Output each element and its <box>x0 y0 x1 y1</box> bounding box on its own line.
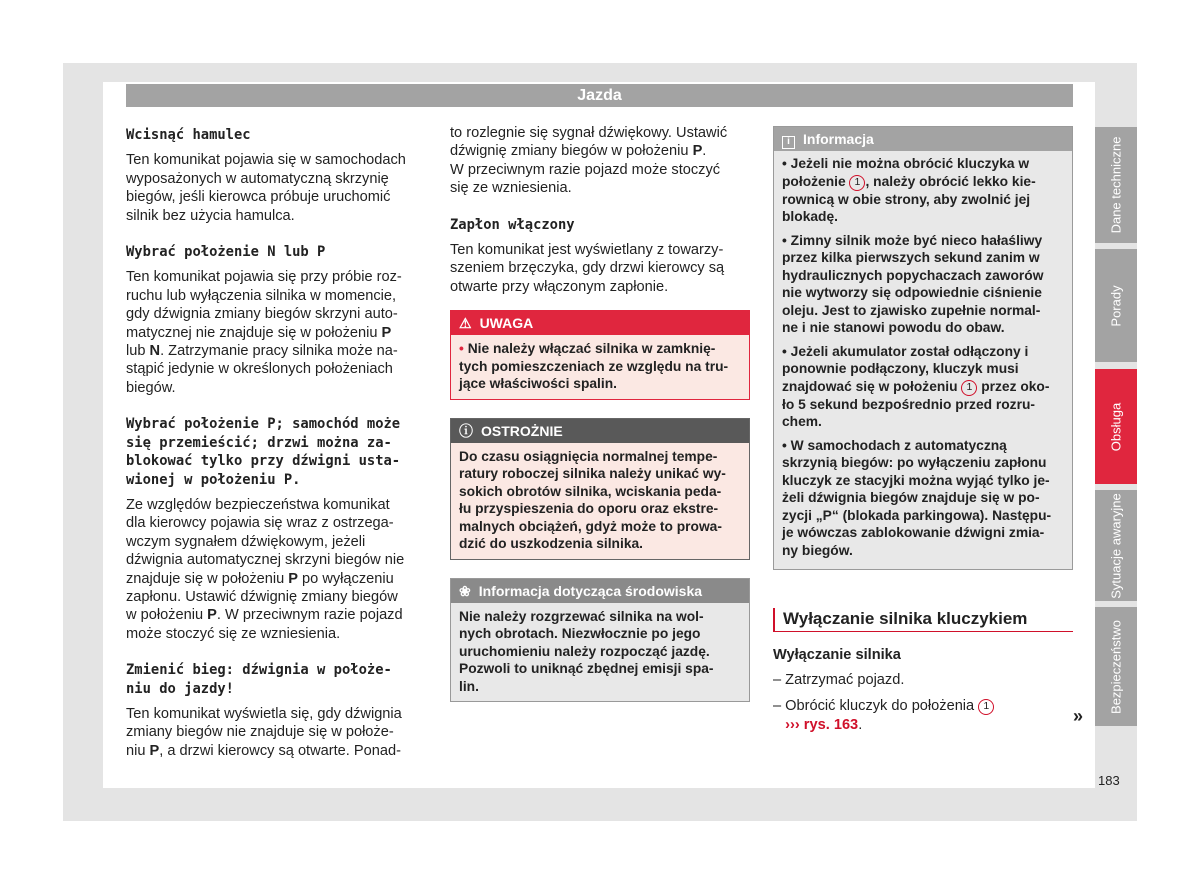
page-number: 183 <box>1098 773 1120 788</box>
text: przez oko- ło 5 sekund bezpośrednio przed rozru- chem. <box>782 378 1050 429</box>
text: Ze względów bezpieczeństwa komunikat dla kierowcy pojawia się wraz z ostrzega- wczym sygnałem dźwiękowym, jeżeli dźwignia automatycznej skrzyni biegów nie znajduje się w położeniu <box>126 496 405 587</box>
chapter-tab-label: Bezpieczeństwo <box>1108 619 1124 714</box>
column-2 <box>450 124 750 720</box>
text: , należy obrócić lekko kie- rownicą w obie strony, aby zwolnić jej blokadę. <box>782 173 1036 224</box>
text: . <box>858 716 863 733</box>
flower-icon: ❀ <box>459 582 471 599</box>
caution-title: OSTROŻNIE <box>481 422 563 439</box>
message-heading <box>126 126 426 144</box>
paragraph <box>126 705 426 760</box>
text: – Obrócić kluczyk do położenia <box>773 698 979 715</box>
message-heading <box>450 216 750 234</box>
exclamation-circle-icon: ⓘ <box>459 422 473 439</box>
info-title: Informacja <box>803 131 874 147</box>
section-subheading: Wyłączanie silnika <box>773 647 901 664</box>
bold-text: P <box>381 324 392 341</box>
text: . W przeciwnym razie pojazd może stoczyć się ze wzniesienia. <box>126 607 403 642</box>
bold-text: P <box>207 607 217 624</box>
chapter-tab[interactable] <box>1095 369 1137 484</box>
environment-title: Informacja dotycząca środowiska <box>478 582 703 599</box>
chapter-tab-label: Dane techniczne <box>1108 136 1124 234</box>
text: Ten komunikat pojawia się przy próbie roz- ruchu lub wyłączenia silnika w momencie, gdy dźwignia zmiany biegów skrzyni auto- matycznej nie znajduje się w położeniu <box>126 269 402 341</box>
warning-header <box>451 311 749 335</box>
text: Wybrać położenie N lub P <box>126 244 326 261</box>
step-item <box>773 697 1073 734</box>
position-number-icon: 1 <box>849 175 865 191</box>
page-title: Jazda <box>126 84 1073 107</box>
warning-text: Nie należy włączać silnika w zamknię- tych pomieszczeniach ze względu na tru- jące właściwości spalin. <box>459 341 729 392</box>
text: • Jeżeli akumulator został odłączony i ponownie podłączony, kluczyk musi znajdować się w położeniu <box>782 343 1029 394</box>
text: Wybrać położenie P; samochód może się przemieścić; drzwi można za- blokować tylko przy dźwigni usta- wionej w położeniu P. <box>126 416 401 488</box>
paragraph <box>126 496 426 643</box>
chapter-tab[interactable] <box>1095 127 1137 243</box>
figure-link[interactable]: ››› rys. 163 <box>785 716 859 733</box>
info-item <box>782 437 1064 560</box>
chapter-tab[interactable] <box>1095 490 1137 601</box>
paragraph <box>450 124 750 198</box>
continued-icon: » <box>1073 706 1084 726</box>
text: • Zimny silnik może być nieco hałaśliwy przez kilka pierwszych sekund zanim w hydraulicznych popychaczach zaworów nie wytworzy się odpowiednie ciśnienie oleju. Jest to zjawisko zupełnie normal- ne i nie stanowi powodu do obaw. <box>782 232 1044 335</box>
environment-box <box>450 578 750 703</box>
chapter-tab[interactable] <box>1095 607 1137 726</box>
bold-text: P <box>288 570 298 587</box>
caution-box <box>450 418 750 560</box>
text: • W samochodach z automatyczną skrzynią biegów: po wyłączeniu zapłonu kluczyk ze stacyjki można wyjąć tylko je- żeli dźwignia biegów znajduje się w po- zycji „P“ (blokada parkingowa). Następu- je wówczas zablokowanie dźwigni zmia- ny biegów. <box>782 437 1052 558</box>
info-item <box>782 232 1064 337</box>
info-item <box>782 343 1064 431</box>
text: Zapłon włączony <box>450 216 575 233</box>
text: Ten komunikat jest wyświetlany z towarzy- szeniem brzęczyka, gdy drzwi kierowcy są otwarte przy włączonym zapłonie. <box>450 242 725 295</box>
warning-title: UWAGA <box>479 315 534 332</box>
message-heading <box>126 243 426 261</box>
text: Zmienić bieg: dźwignia w położe- niu do jazdy! <box>126 662 392 697</box>
chapter-tab-label: Porady <box>1108 284 1124 327</box>
text: Ten komunikat wyświetla się, gdy dźwignia zmiany biegów nie znajduje się w położe- niu <box>126 705 402 759</box>
chapter-tab-label: Sytuacje awaryjne <box>1108 492 1124 599</box>
text: – Zatrzymać pojazd. <box>773 671 905 688</box>
text: Ten komunikat pojawia się w samochodach wyposażonych w automatyczną skrzynię biegów, jeśli kierowca próbuje uruchomić silnik bez użycia hamulca. <box>126 152 406 224</box>
step-item <box>773 671 1073 689</box>
caution-text: Do czasu osiągnięcia normalnej tempe- ratury roboczej silnika należy unikać wy- sokich obrotów silnika, wciskania peda- łu przyspieszenia do oporu oraz ekstre- malnych obciążeń, gdyż może to prowa- dzić do uszkodzenia silnika. <box>451 443 749 559</box>
text <box>773 717 785 733</box>
info-box <box>773 126 1073 570</box>
bullet-icon: • <box>459 341 464 357</box>
message-heading <box>126 415 426 489</box>
text: po wyłączeniu zapłonu. Ustawić dźwignię zmiany biegów w położeniu <box>126 570 398 624</box>
text: , a drzwi kierowcy są otwarte. Ponad- <box>159 742 401 759</box>
text: • Jeżeli nie można obrócić kluczyka w położenie <box>782 156 1030 189</box>
position-number-icon: 1 <box>961 380 977 396</box>
bold-text: P <box>149 742 160 759</box>
text: Wcisnąć hamulec <box>126 127 251 143</box>
text: . Zatrzymanie pracy silnika może na- stąpić jedynie w określonych położeniach biegów. <box>126 343 398 396</box>
info-item <box>782 155 1064 226</box>
warning-triangle-icon: ⚠ <box>459 315 472 332</box>
position-number-icon: 1 <box>978 699 994 715</box>
info-icon: i <box>782 136 795 149</box>
paragraph <box>126 151 426 225</box>
column-3 <box>773 124 1073 742</box>
chapter-tab[interactable] <box>1095 249 1137 362</box>
bold-text: P <box>692 143 703 160</box>
chapter-tab-label: Obsługa <box>1108 402 1124 451</box>
text: . W przeciwnym razie pojazd może stoczyć się ze wzniesienia. <box>450 143 721 197</box>
text: to rozlegnie się sygnał dźwiękowy. Ustawić dźwignię zmiany biegów w położeniu <box>450 125 728 160</box>
warning-box <box>450 310 750 400</box>
section-heading: Wyłączanie silnika kluczykiem <box>773 608 1073 632</box>
paragraph <box>126 268 426 397</box>
paragraph <box>450 241 750 296</box>
message-heading <box>126 661 426 698</box>
environment-text: Nie należy rozgrzewać silnika na wol- nych obrotach. Niezwłocznie po jego uruchomieniu należy rozpocząć jazdę. Pozwoli to uniknąć zbędnej emisji spa- lin. <box>451 603 749 702</box>
bold-text: N <box>149 343 161 360</box>
text: lub <box>126 343 146 360</box>
column-1 <box>126 124 426 771</box>
